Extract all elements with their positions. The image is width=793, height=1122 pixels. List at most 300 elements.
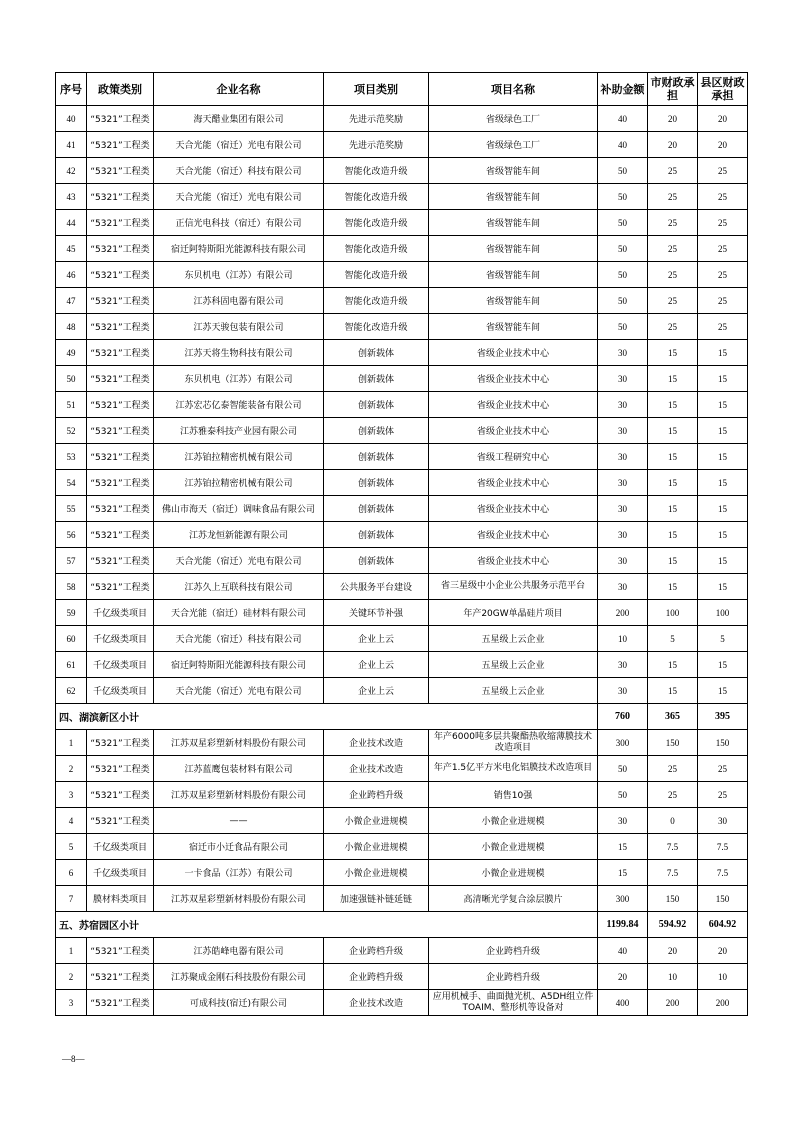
cell-policy-category: 千亿级类项目 bbox=[87, 600, 154, 626]
table-row bbox=[56, 730, 748, 756]
table-row bbox=[56, 834, 748, 860]
cell-county-share: 20 bbox=[698, 132, 748, 158]
cell-project-name: 企业跨档升级 bbox=[429, 938, 598, 964]
cell-subsidy-amount: 10 bbox=[598, 626, 648, 652]
cell-subsidy-amount: 30 bbox=[598, 522, 648, 548]
cell-subsidy-amount: 30 bbox=[598, 652, 648, 678]
cell-city-share: 20 bbox=[648, 132, 698, 158]
cell-policy-category: “5321”工程类 bbox=[87, 158, 154, 184]
cell-policy-category: “5321”工程类 bbox=[87, 730, 154, 756]
cell-index: 60 bbox=[56, 626, 87, 652]
cell-project-category: 智能化改造升级 bbox=[324, 288, 429, 314]
cell-project-category: 企业跨档升级 bbox=[324, 782, 429, 808]
header-city-share: 市财政承担 bbox=[648, 73, 698, 106]
cell-company-name: 东贝机电（江苏）有限公司 bbox=[154, 262, 324, 288]
cell-project-category: 智能化改造升级 bbox=[324, 184, 429, 210]
cell-project-category: 创新载体 bbox=[324, 418, 429, 444]
cell-policy-category: 千亿级类项目 bbox=[87, 678, 154, 704]
cell-company-name: 江苏铂拉精密机械有限公司 bbox=[154, 470, 324, 496]
cell-project-category: 加速强链补链延链 bbox=[324, 886, 429, 912]
cell-project-name: 省级企业技术中心 bbox=[429, 548, 598, 574]
table-body bbox=[56, 106, 748, 1016]
cell-project-category: 智能化改造升级 bbox=[324, 236, 429, 262]
cell-project-category: 企业上云 bbox=[324, 626, 429, 652]
cell-project-name: 省级绿色工厂 bbox=[429, 106, 598, 132]
cell-project-name: 五星级上云企业 bbox=[429, 652, 598, 678]
table-row bbox=[56, 808, 748, 834]
cell-project-name: 年产20GW单晶硅片项目 bbox=[429, 600, 598, 626]
subtotal-county-share: 395 bbox=[698, 704, 748, 730]
cell-policy-category: 千亿级类项目 bbox=[87, 860, 154, 886]
cell-city-share: 25 bbox=[648, 314, 698, 340]
cell-project-name: 省级绿色工厂 bbox=[429, 132, 598, 158]
cell-county-share: 200 bbox=[698, 990, 748, 1016]
cell-company-name: 江苏皓峰电器有限公司 bbox=[154, 938, 324, 964]
cell-project-name: 省级智能车间 bbox=[429, 262, 598, 288]
cell-county-share: 15 bbox=[698, 444, 748, 470]
subtotal-row bbox=[56, 912, 748, 938]
cell-project-name: 省级企业技术中心 bbox=[429, 340, 598, 366]
cell-company-name: 江苏铂拉精密机械有限公司 bbox=[154, 444, 324, 470]
cell-county-share: 25 bbox=[698, 158, 748, 184]
cell-city-share: 0 bbox=[648, 808, 698, 834]
cell-policy-category: “5321”工程类 bbox=[87, 548, 154, 574]
cell-company-name: 天合光能（宿迁）光电有限公司 bbox=[154, 184, 324, 210]
cell-project-name: 省级企业技术中心 bbox=[429, 470, 598, 496]
cell-project-category: 先进示范奖励 bbox=[324, 132, 429, 158]
table-row bbox=[56, 314, 748, 340]
cell-company-name: 江苏久上互联科技有限公司 bbox=[154, 574, 324, 600]
cell-subsidy-amount: 30 bbox=[598, 574, 648, 600]
table-row bbox=[56, 158, 748, 184]
cell-county-share: 7.5 bbox=[698, 860, 748, 886]
cell-county-share: 25 bbox=[698, 210, 748, 236]
table-row bbox=[56, 236, 748, 262]
cell-company-name: 江苏聚成金刚石科技股份有限公司 bbox=[154, 964, 324, 990]
cell-county-share: 5 bbox=[698, 626, 748, 652]
table-row bbox=[56, 418, 748, 444]
cell-policy-category: “5321”工程类 bbox=[87, 262, 154, 288]
cell-city-share: 25 bbox=[648, 756, 698, 782]
subtotal-county-share: 604.92 bbox=[698, 912, 748, 938]
cell-project-name: 年产1.5亿平方米电化铝膜技术改造项目 bbox=[429, 756, 598, 782]
cell-project-name: 省三星级中小企业公共服务示范平台 bbox=[429, 574, 598, 600]
cell-index: 42 bbox=[56, 158, 87, 184]
cell-subsidy-amount: 40 bbox=[598, 132, 648, 158]
cell-project-name: 企业跨档升级 bbox=[429, 964, 598, 990]
header-county-share: 县区财政承担 bbox=[698, 73, 748, 106]
cell-index: 6 bbox=[56, 860, 87, 886]
cell-subsidy-amount: 30 bbox=[598, 808, 648, 834]
cell-subsidy-amount: 300 bbox=[598, 730, 648, 756]
cell-company-name: 宿迁市小迁食品有限公司 bbox=[154, 834, 324, 860]
cell-city-share: 7.5 bbox=[648, 860, 698, 886]
cell-company-name: 天合光能（宿迁）光电有限公司 bbox=[154, 132, 324, 158]
cell-index: 59 bbox=[56, 600, 87, 626]
cell-index: 46 bbox=[56, 262, 87, 288]
table-row bbox=[56, 444, 748, 470]
cell-city-share: 25 bbox=[648, 210, 698, 236]
cell-subsidy-amount: 15 bbox=[598, 834, 648, 860]
cell-city-share: 20 bbox=[648, 106, 698, 132]
cell-company-name: 天合光能（宿迁）光电有限公司 bbox=[154, 548, 324, 574]
cell-project-category: 创新载体 bbox=[324, 392, 429, 418]
cell-subsidy-amount: 30 bbox=[598, 418, 648, 444]
table-row bbox=[56, 860, 748, 886]
cell-index: 49 bbox=[56, 340, 87, 366]
cell-project-name: 销售10强 bbox=[429, 782, 598, 808]
cell-index: 7 bbox=[56, 886, 87, 912]
cell-project-name: 省级智能车间 bbox=[429, 158, 598, 184]
cell-company-name: 江苏宏芯亿泰智能装备有限公司 bbox=[154, 392, 324, 418]
table-row bbox=[56, 938, 748, 964]
cell-subsidy-amount: 15 bbox=[598, 860, 648, 886]
table-row bbox=[56, 210, 748, 236]
cell-city-share: 15 bbox=[648, 392, 698, 418]
cell-subsidy-amount: 40 bbox=[598, 106, 648, 132]
table-row bbox=[56, 678, 748, 704]
cell-city-share: 15 bbox=[648, 678, 698, 704]
cell-county-share: 10 bbox=[698, 964, 748, 990]
cell-county-share: 15 bbox=[698, 470, 748, 496]
cell-index: 4 bbox=[56, 808, 87, 834]
cell-county-share: 150 bbox=[698, 730, 748, 756]
cell-county-share: 15 bbox=[698, 574, 748, 600]
cell-county-share: 15 bbox=[698, 678, 748, 704]
cell-subsidy-amount: 30 bbox=[598, 366, 648, 392]
cell-index: 50 bbox=[56, 366, 87, 392]
cell-company-name: 可成科技(宿迁)有限公司 bbox=[154, 990, 324, 1016]
cell-policy-category: “5321”工程类 bbox=[87, 990, 154, 1016]
cell-company-name: 江苏双星彩塑新材料股份有限公司 bbox=[154, 730, 324, 756]
header-project-category: 项目类别 bbox=[324, 73, 429, 106]
table-row bbox=[56, 106, 748, 132]
cell-county-share: 20 bbox=[698, 106, 748, 132]
cell-city-share: 15 bbox=[648, 548, 698, 574]
cell-policy-category: “5321”工程类 bbox=[87, 756, 154, 782]
cell-city-share: 200 bbox=[648, 990, 698, 1016]
page-number: —8— bbox=[62, 1054, 85, 1064]
cell-policy-category: “5321”工程类 bbox=[87, 522, 154, 548]
cell-index: 45 bbox=[56, 236, 87, 262]
cell-project-name: 高清晰光学复合涂层膜片 bbox=[429, 886, 598, 912]
cell-city-share: 25 bbox=[648, 158, 698, 184]
cell-project-name: 省级智能车间 bbox=[429, 236, 598, 262]
subtotal-city-share: 594.92 bbox=[648, 912, 698, 938]
cell-project-category: 公共服务平台建设 bbox=[324, 574, 429, 600]
subtotal-label: 五、苏宿园区小计 bbox=[56, 912, 598, 938]
cell-company-name: 海天醋业集团有限公司 bbox=[154, 106, 324, 132]
cell-subsidy-amount: 300 bbox=[598, 886, 648, 912]
header-subsidy-amount: 补助金额 bbox=[598, 73, 648, 106]
cell-index: 62 bbox=[56, 678, 87, 704]
cell-subsidy-amount: 50 bbox=[598, 184, 648, 210]
cell-company-name: 江苏蓝鹰包装材料有限公司 bbox=[154, 756, 324, 782]
cell-index: 57 bbox=[56, 548, 87, 574]
cell-project-category: 创新载体 bbox=[324, 470, 429, 496]
cell-subsidy-amount: 20 bbox=[598, 964, 648, 990]
table-row bbox=[56, 964, 748, 990]
cell-project-name: 省级智能车间 bbox=[429, 184, 598, 210]
cell-index: 54 bbox=[56, 470, 87, 496]
cell-policy-category: “5321”工程类 bbox=[87, 938, 154, 964]
cell-policy-category: “5321”工程类 bbox=[87, 340, 154, 366]
cell-city-share: 15 bbox=[648, 340, 698, 366]
cell-subsidy-amount: 30 bbox=[598, 340, 648, 366]
cell-county-share: 15 bbox=[698, 496, 748, 522]
cell-company-name: 宿迁阿特斯阳光能源科技有限公司 bbox=[154, 236, 324, 262]
subtotal-amount: 1199.84 bbox=[598, 912, 648, 938]
cell-index: 61 bbox=[56, 652, 87, 678]
cell-city-share: 15 bbox=[648, 418, 698, 444]
document-page bbox=[55, 72, 747, 1016]
cell-policy-category: “5321”工程类 bbox=[87, 236, 154, 262]
cell-company-name: 江苏雅泰科技产业园有限公司 bbox=[154, 418, 324, 444]
cell-policy-category: “5321”工程类 bbox=[87, 366, 154, 392]
cell-county-share: 25 bbox=[698, 184, 748, 210]
cell-index: 56 bbox=[56, 522, 87, 548]
cell-subsidy-amount: 200 bbox=[598, 600, 648, 626]
cell-project-category: 小微企业进规模 bbox=[324, 860, 429, 886]
cell-city-share: 15 bbox=[648, 522, 698, 548]
cell-company-name: 一卡食品（江苏）有限公司 bbox=[154, 860, 324, 886]
cell-project-category: 智能化改造升级 bbox=[324, 314, 429, 340]
cell-county-share: 150 bbox=[698, 886, 748, 912]
cell-project-category: 智能化改造升级 bbox=[324, 158, 429, 184]
cell-subsidy-amount: 50 bbox=[598, 262, 648, 288]
cell-company-name: 江苏双星彩塑新材料股份有限公司 bbox=[154, 886, 324, 912]
table-row bbox=[56, 288, 748, 314]
cell-county-share: 15 bbox=[698, 418, 748, 444]
cell-city-share: 25 bbox=[648, 782, 698, 808]
cell-policy-category: 千亿级类项目 bbox=[87, 626, 154, 652]
cell-subsidy-amount: 30 bbox=[598, 678, 648, 704]
cell-project-category: 先进示范奖励 bbox=[324, 106, 429, 132]
cell-project-category: 创新载体 bbox=[324, 444, 429, 470]
cell-project-name: 省级企业技术中心 bbox=[429, 496, 598, 522]
cell-project-category: 企业技术改造 bbox=[324, 990, 429, 1016]
cell-index: 55 bbox=[56, 496, 87, 522]
cell-project-category: 创新载体 bbox=[324, 522, 429, 548]
cell-county-share: 25 bbox=[698, 236, 748, 262]
cell-city-share: 25 bbox=[648, 184, 698, 210]
cell-subsidy-amount: 400 bbox=[598, 990, 648, 1016]
cell-index: 2 bbox=[56, 964, 87, 990]
cell-project-category: 创新载体 bbox=[324, 366, 429, 392]
cell-city-share: 15 bbox=[648, 444, 698, 470]
cell-city-share: 15 bbox=[648, 366, 698, 392]
cell-county-share: 30 bbox=[698, 808, 748, 834]
table-row bbox=[56, 496, 748, 522]
cell-project-name: 小微企业进规模 bbox=[429, 860, 598, 886]
cell-policy-category: “5321”工程类 bbox=[87, 418, 154, 444]
table-row bbox=[56, 652, 748, 678]
table-row bbox=[56, 470, 748, 496]
cell-subsidy-amount: 30 bbox=[598, 470, 648, 496]
cell-project-name: 小微企业进规模 bbox=[429, 808, 598, 834]
cell-company-name: 江苏龙恒新能源有限公司 bbox=[154, 522, 324, 548]
subtotal-label: 四、湖滨新区小计 bbox=[56, 704, 598, 730]
table-header-row bbox=[56, 73, 748, 106]
cell-company-name: 天合光能（宿迁）科技有限公司 bbox=[154, 626, 324, 652]
cell-project-category: 智能化改造升级 bbox=[324, 210, 429, 236]
cell-project-category: 企业跨档升级 bbox=[324, 938, 429, 964]
cell-index: 2 bbox=[56, 756, 87, 782]
cell-project-category: 企业上云 bbox=[324, 652, 429, 678]
cell-policy-category: “5321”工程类 bbox=[87, 184, 154, 210]
cell-project-name: 五星级上云企业 bbox=[429, 678, 598, 704]
subtotal-city-share: 365 bbox=[648, 704, 698, 730]
cell-city-share: 15 bbox=[648, 470, 698, 496]
cell-project-category: 小微企业进规模 bbox=[324, 808, 429, 834]
cell-policy-category: “5321”工程类 bbox=[87, 444, 154, 470]
cell-company-name: 天合光能（宿迁）光电有限公司 bbox=[154, 678, 324, 704]
cell-index: 1 bbox=[56, 938, 87, 964]
cell-index: 48 bbox=[56, 314, 87, 340]
header-company-name: 企业名称 bbox=[154, 73, 324, 106]
cell-project-category: 关键环节补强 bbox=[324, 600, 429, 626]
cell-company-name: 天合光能（宿迁）科技有限公司 bbox=[154, 158, 324, 184]
table-row bbox=[56, 574, 748, 600]
cell-city-share: 15 bbox=[648, 652, 698, 678]
cell-subsidy-amount: 50 bbox=[598, 158, 648, 184]
cell-index: 51 bbox=[56, 392, 87, 418]
table-row bbox=[56, 782, 748, 808]
cell-company-name: —— bbox=[154, 808, 324, 834]
table-row bbox=[56, 184, 748, 210]
table-row bbox=[56, 262, 748, 288]
cell-index: 3 bbox=[56, 990, 87, 1016]
cell-city-share: 10 bbox=[648, 964, 698, 990]
header-project-name: 项目名称 bbox=[429, 73, 598, 106]
cell-county-share: 15 bbox=[698, 392, 748, 418]
cell-index: 44 bbox=[56, 210, 87, 236]
header-index: 序号 bbox=[56, 73, 87, 106]
cell-city-share: 5 bbox=[648, 626, 698, 652]
cell-project-name: 小微企业进规模 bbox=[429, 834, 598, 860]
cell-county-share: 25 bbox=[698, 262, 748, 288]
cell-subsidy-amount: 30 bbox=[598, 392, 648, 418]
cell-city-share: 25 bbox=[648, 288, 698, 314]
table-row bbox=[56, 756, 748, 782]
cell-policy-category: “5321”工程类 bbox=[87, 470, 154, 496]
cell-policy-category: “5321”工程类 bbox=[87, 574, 154, 600]
table-row bbox=[56, 990, 748, 1016]
cell-policy-category: “5321”工程类 bbox=[87, 808, 154, 834]
cell-county-share: 15 bbox=[698, 340, 748, 366]
cell-county-share: 25 bbox=[698, 288, 748, 314]
cell-project-name: 五星级上云企业 bbox=[429, 626, 598, 652]
cell-city-share: 25 bbox=[648, 236, 698, 262]
cell-county-share: 15 bbox=[698, 652, 748, 678]
cell-project-name: 年产6000吨多层共聚酯热收缩薄膜技术改造项目 bbox=[429, 730, 598, 756]
cell-project-name: 省级智能车间 bbox=[429, 314, 598, 340]
cell-county-share: 15 bbox=[698, 522, 748, 548]
cell-subsidy-amount: 30 bbox=[598, 496, 648, 522]
cell-policy-category: “5321”工程类 bbox=[87, 782, 154, 808]
subtotal-amount: 760 bbox=[598, 704, 648, 730]
cell-policy-category: “5321”工程类 bbox=[87, 210, 154, 236]
cell-subsidy-amount: 50 bbox=[598, 782, 648, 808]
cell-policy-category: “5321”工程类 bbox=[87, 106, 154, 132]
cell-project-name: 省级企业技术中心 bbox=[429, 392, 598, 418]
cell-project-name: 省级智能车间 bbox=[429, 288, 598, 314]
cell-project-name: 省级企业技术中心 bbox=[429, 366, 598, 392]
cell-index: 1 bbox=[56, 730, 87, 756]
cell-index: 41 bbox=[56, 132, 87, 158]
cell-project-name: 省级智能车间 bbox=[429, 210, 598, 236]
cell-index: 53 bbox=[56, 444, 87, 470]
table-row bbox=[56, 522, 748, 548]
cell-index: 47 bbox=[56, 288, 87, 314]
header-policy-category: 政策类别 bbox=[87, 73, 154, 106]
cell-subsidy-amount: 50 bbox=[598, 288, 648, 314]
cell-subsidy-amount: 30 bbox=[598, 548, 648, 574]
cell-company-name: 东贝机电（江苏）有限公司 bbox=[154, 366, 324, 392]
cell-county-share: 25 bbox=[698, 756, 748, 782]
table-row bbox=[56, 366, 748, 392]
cell-project-name: 省级工程研究中心 bbox=[429, 444, 598, 470]
cell-company-name: 江苏天将生物科技有限公司 bbox=[154, 340, 324, 366]
cell-policy-category: “5321”工程类 bbox=[87, 132, 154, 158]
cell-project-category: 企业技术改造 bbox=[324, 730, 429, 756]
cell-city-share: 20 bbox=[648, 938, 698, 964]
cell-county-share: 7.5 bbox=[698, 834, 748, 860]
cell-project-name: 省级企业技术中心 bbox=[429, 418, 598, 444]
cell-county-share: 25 bbox=[698, 782, 748, 808]
cell-company-name: 天合光能（宿迁）硅材料有限公司 bbox=[154, 600, 324, 626]
cell-project-category: 企业跨档升级 bbox=[324, 964, 429, 990]
cell-project-category: 企业上云 bbox=[324, 678, 429, 704]
cell-policy-category: “5321”工程类 bbox=[87, 314, 154, 340]
cell-city-share: 25 bbox=[648, 262, 698, 288]
cell-project-category: 智能化改造升级 bbox=[324, 262, 429, 288]
cell-project-category: 创新载体 bbox=[324, 496, 429, 522]
cell-policy-category: “5321”工程类 bbox=[87, 288, 154, 314]
cell-index: 3 bbox=[56, 782, 87, 808]
cell-policy-category: 千亿级类项目 bbox=[87, 834, 154, 860]
cell-index: 58 bbox=[56, 574, 87, 600]
cell-county-share: 100 bbox=[698, 600, 748, 626]
cell-city-share: 100 bbox=[648, 600, 698, 626]
cell-subsidy-amount: 30 bbox=[598, 444, 648, 470]
cell-policy-category: 膜材料类项目 bbox=[87, 886, 154, 912]
cell-subsidy-amount: 50 bbox=[598, 210, 648, 236]
cell-company-name: 江苏天骏包装有限公司 bbox=[154, 314, 324, 340]
cell-city-share: 7.5 bbox=[648, 834, 698, 860]
subtotal-row bbox=[56, 704, 748, 730]
cell-policy-category: “5321”工程类 bbox=[87, 392, 154, 418]
cell-index: 40 bbox=[56, 106, 87, 132]
cell-project-category: 创新载体 bbox=[324, 548, 429, 574]
cell-subsidy-amount: 40 bbox=[598, 938, 648, 964]
table-row bbox=[56, 886, 748, 912]
table-row bbox=[56, 132, 748, 158]
cell-city-share: 150 bbox=[648, 730, 698, 756]
cell-project-category: 创新载体 bbox=[324, 340, 429, 366]
cell-company-name: 正信光电科技（宿迁）有限公司 bbox=[154, 210, 324, 236]
cell-city-share: 150 bbox=[648, 886, 698, 912]
cell-project-category: 企业技术改造 bbox=[324, 756, 429, 782]
cell-company-name: 宿迁阿特斯阳光能源科技有限公司 bbox=[154, 652, 324, 678]
cell-county-share: 25 bbox=[698, 314, 748, 340]
table-row bbox=[56, 548, 748, 574]
table-row bbox=[56, 626, 748, 652]
table-row bbox=[56, 340, 748, 366]
cell-index: 52 bbox=[56, 418, 87, 444]
cell-policy-category: “5321”工程类 bbox=[87, 496, 154, 522]
cell-project-category: 小微企业进规模 bbox=[324, 834, 429, 860]
